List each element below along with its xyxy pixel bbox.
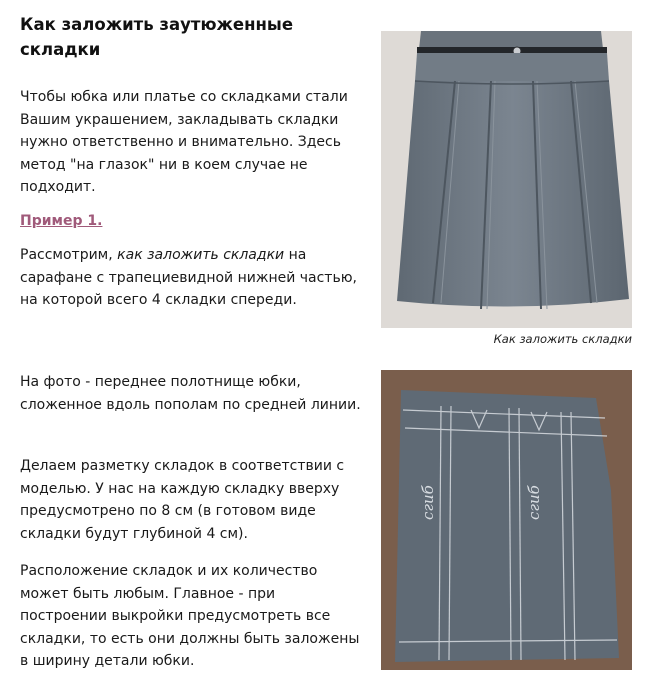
fabric-photo bbox=[381, 370, 632, 670]
intro-paragraph: Чтобы юбка или платье со складками стали Вашим украшением, закладывать складки нужно ответственно и внимательно. Здесь метод "на глазок" ни в коем случае не подходит. bbox=[20, 89, 348, 195]
marking-paragraph: Делаем разметку складок в соответствии с моделью. У нас на каждую складку вверху предусмотрено по 8 см (в готовом виде складки будут глубиной 4 см). bbox=[20, 458, 345, 542]
consider-paragraph bbox=[20, 244, 362, 312]
fabric-label-right: сгиб bbox=[525, 485, 543, 520]
skirt-photo-caption: Как заложить складки bbox=[493, 332, 632, 346]
placement-paragraph: Расположение складок и их количество может быть любым. Главное - при построении выкройки предусмотреть все складки, то есть они должны быть заложены в ширину детали юбки. bbox=[20, 563, 360, 669]
consider-prefix: Рассмотрим, bbox=[20, 247, 118, 263]
fabric-illustration bbox=[381, 370, 632, 670]
skirt-photo bbox=[381, 31, 632, 328]
fabric-label-left: сгиб bbox=[419, 485, 437, 520]
example-1-link[interactable]: Пример 1. bbox=[20, 213, 103, 229]
consider-emphasis: как заложить складки bbox=[117, 247, 285, 263]
photo-note-paragraph: На фото - переднее полотнище юбки, сложенное вдоль пополам по средней линии. bbox=[20, 374, 361, 413]
skirt-illustration bbox=[381, 31, 632, 328]
article-title: Как заложить заутюженные складки bbox=[20, 15, 294, 59]
consider-suffix: на сарафане с трапециевидной нижней частью, на которой всего 4 складки спереди. bbox=[20, 247, 357, 308]
